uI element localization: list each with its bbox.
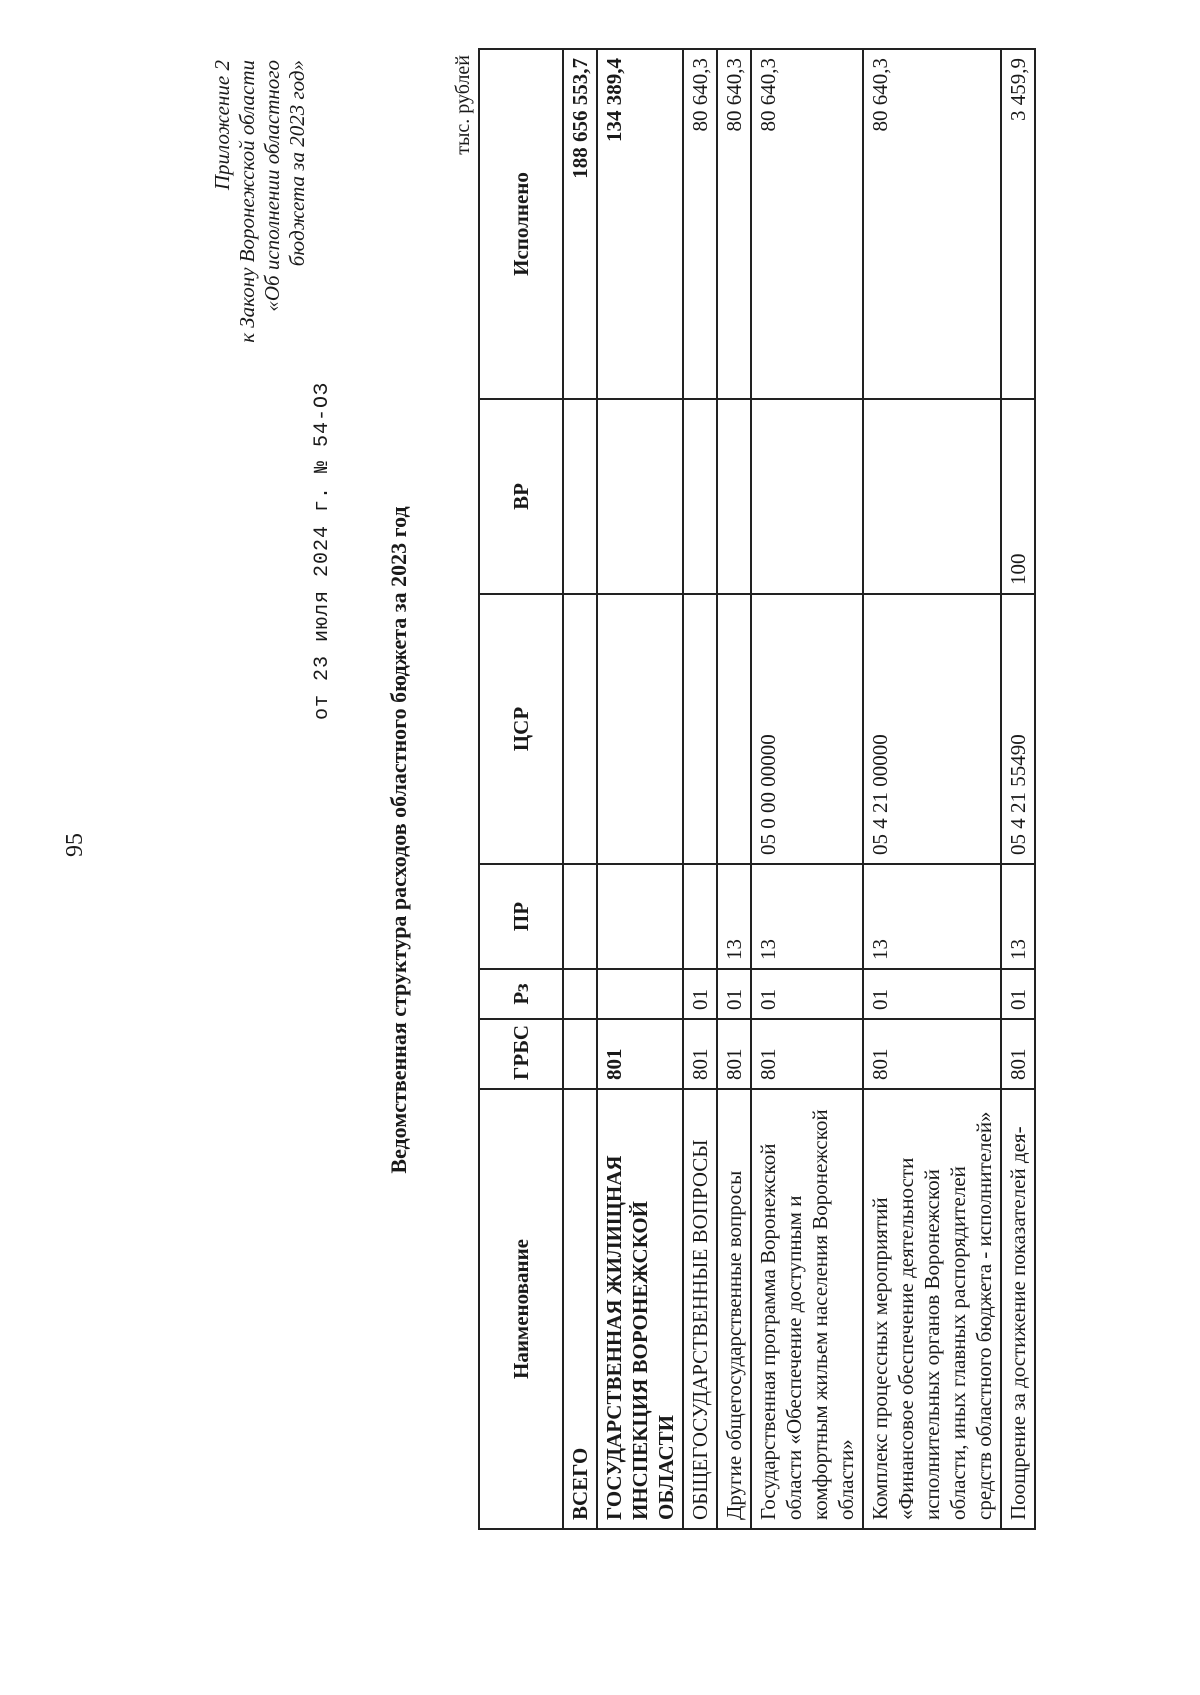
- units-label: тыс. рублей: [452, 55, 474, 155]
- cell-rz: 01: [751, 969, 863, 1019]
- cell-vr: [717, 399, 751, 594]
- annex-line: Приложение 2: [210, 60, 234, 191]
- header-name: Наименование: [479, 1089, 563, 1529]
- cell-vr: 100: [1001, 399, 1035, 594]
- cell-csr: [563, 594, 597, 864]
- cell-grbs: [563, 1019, 597, 1089]
- decree-date-number: от 23 июля 2024 г. № 54-ОЗ: [311, 381, 334, 720]
- cell-name: Поощрение за достижение показателей дея-: [1001, 1089, 1035, 1529]
- header-vr: ВР: [479, 399, 563, 594]
- annex-line: к Закону Воронежской области: [235, 60, 259, 343]
- header-grbs: ГРБС: [479, 1019, 563, 1089]
- table-header-row: [479, 49, 563, 1529]
- cell-csr: 05 0 00 00000: [751, 594, 863, 864]
- page-number: 95: [62, 833, 88, 857]
- cell-executed: 80 640,3: [751, 49, 863, 399]
- cell-pr: 13: [863, 864, 1001, 969]
- cell-vr: [597, 399, 683, 594]
- table-row: [683, 49, 717, 1529]
- cell-grbs: 801: [683, 1019, 717, 1089]
- header-pr: ПР: [479, 864, 563, 969]
- cell-grbs: 801: [863, 1019, 1001, 1089]
- table-row: [1001, 49, 1035, 1529]
- cell-csr: [683, 594, 717, 864]
- cell-executed: 80 640,3: [717, 49, 751, 399]
- table-row: [563, 49, 597, 1529]
- cell-pr: [683, 864, 717, 969]
- cell-name: Комплекс процессных мероприятий «Финансовое обеспечение деятельности исполнительных органов Воронежской области, иных главных распорядителей средств областного бюджета - исполнителей»: [863, 1089, 1001, 1529]
- cell-pr: 13: [751, 864, 863, 969]
- cell-executed: 80 640,3: [863, 49, 1001, 399]
- cell-name: ГОСУДАРСТВЕННАЯ ЖИЛИЩНАЯ ИНСПЕКЦИЯ ВОРОНЕЖСКОЙ ОБЛАСТИ: [597, 1089, 683, 1529]
- cell-name: ОБЩЕГОСУДАРСТВЕННЫЕ ВОПРОСЫ: [683, 1089, 717, 1529]
- cell-rz: 01: [863, 969, 1001, 1019]
- cell-rz: 01: [683, 969, 717, 1019]
- cell-name: Государственная программа Воронежской области «Обеспечение доступным и комфортным жильем населения Воронежской области»: [751, 1089, 863, 1529]
- cell-vr: [563, 399, 597, 594]
- cell-vr: [683, 399, 717, 594]
- cell-pr: 13: [1001, 864, 1035, 969]
- cell-executed: 188 656 553,7: [563, 49, 597, 399]
- header-executed: Исполнено: [479, 49, 563, 399]
- cell-rz: 01: [717, 969, 751, 1019]
- cell-pr: [597, 864, 683, 969]
- cell-pr: [563, 864, 597, 969]
- header-rz: Рз: [479, 969, 563, 1019]
- cell-grbs: 801: [597, 1019, 683, 1089]
- annex-line: «Об исполнении областного: [260, 60, 284, 312]
- cell-name: Другие общегосударственные вопросы: [717, 1089, 751, 1529]
- cell-grbs: 801: [717, 1019, 751, 1089]
- cell-rz: 01: [1001, 969, 1035, 1019]
- cell-csr: 05 4 21 00000: [863, 594, 1001, 864]
- cell-rz: [597, 969, 683, 1019]
- cell-name: ВСЕГО: [563, 1089, 597, 1529]
- cell-rz: [563, 969, 597, 1019]
- document-title: Ведомственная структура расходов областного бюджета за 2023 год: [386, 506, 411, 1174]
- cell-vr: [751, 399, 863, 594]
- cell-executed: 80 640,3: [683, 49, 717, 399]
- table-row: [863, 49, 1001, 1529]
- cell-pr: 13: [717, 864, 751, 969]
- cell-csr: [717, 594, 751, 864]
- cell-grbs: 801: [1001, 1019, 1035, 1089]
- cell-csr: 05 4 21 55490: [1001, 594, 1035, 864]
- expenditure-table: [478, 48, 1036, 1530]
- annex-header: [210, 60, 310, 343]
- table-row: [751, 49, 863, 1529]
- table-row: [597, 49, 683, 1529]
- cell-csr: [597, 594, 683, 864]
- annex-line: бюджета за 2023 год»: [285, 60, 309, 267]
- cell-executed: 134 389,4: [597, 49, 683, 399]
- cell-vr: [863, 399, 1001, 594]
- cell-executed: 3 459,9: [1001, 49, 1035, 399]
- header-csr: ЦСР: [479, 594, 563, 864]
- table-row: [717, 49, 751, 1529]
- cell-grbs: 801: [751, 1019, 863, 1089]
